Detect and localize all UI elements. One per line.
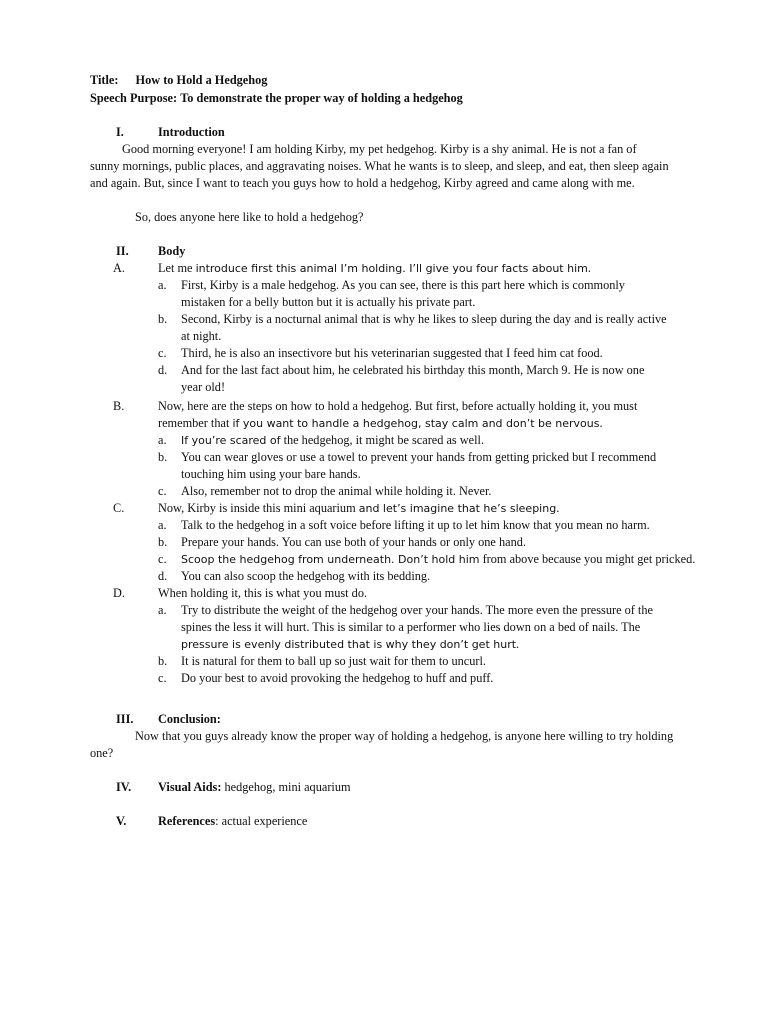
section-c-text: Now, Kirby is inside this mini aquarium and let’s imagine that he’s sleeping. xyxy=(158,501,560,515)
title-value: How to Hold a Hedgehog xyxy=(135,73,268,87)
list-item: First, Kirby is a male hedgehog. As you can see, there is this part here which is commonly xyxy=(181,278,625,292)
intro-text-line-2: sunny mornings, public places, and aggravating noises. What he wants is to sleep, and sleep, and eat, then sleep again xyxy=(90,159,669,173)
list-item: It is natural for them to ball up so just wait for them to uncurl. xyxy=(181,654,486,668)
references-numeral: V. xyxy=(116,814,127,828)
section-b-text-line-1: Now, here are the steps on how to hold a hedgehog. But first, before actually holding it, you must xyxy=(158,399,638,413)
section-a-letter: A. xyxy=(113,261,125,275)
conclusion-text-line-1: Now that you guys already know the proper way of holding a hedgehog, is anyone here willing to try holding xyxy=(135,729,674,743)
list-item: Second, Kirby is a nocturnal animal that is why he likes to sleep during the day and is really active xyxy=(181,312,667,326)
list-item: Third, he is also an insectivore but his veterinarian suggested that I feed him cat food. xyxy=(181,346,603,360)
intro-text-line-3: and again. But, since I want to teach you guys how to hold a hedgehog, Kirby agreed and came along with me. xyxy=(90,176,635,190)
list-label: d. xyxy=(158,569,168,583)
intro-question: So, does anyone here like to hold a hedgehog? xyxy=(135,210,364,224)
body-heading: Body xyxy=(158,244,186,258)
list-label: a. xyxy=(158,518,167,532)
purpose-label: Speech Purpose: xyxy=(90,91,178,105)
list-item: Try to distribute the weight of the hedgehog over your hands. The more even the pressure of the xyxy=(181,603,653,617)
list-item: Do your best to avoid provoking the hedgehog to huff and puff. xyxy=(181,671,494,685)
references-line xyxy=(158,813,307,830)
list-label: b. xyxy=(158,450,168,464)
list-item-continued: touching him using your bare hands. xyxy=(181,467,361,481)
section-a-text: Let me introduce first this animal I’m holding. I’ll give you four facts about him. xyxy=(158,261,591,275)
list-label: b. xyxy=(158,312,168,326)
list-item: Also, remember not to drop the animal while holding it. Never. xyxy=(181,484,492,498)
section-d-letter: D. xyxy=(113,586,125,600)
references-value: : actual experience xyxy=(215,814,308,828)
visual-aids-label: Visual Aids: xyxy=(158,780,222,794)
list-item: If you’re scared of the hedgehog, it might be scared as well. xyxy=(181,433,485,447)
intro-numeral: I. xyxy=(116,125,124,139)
list-item: You can wear gloves or use a towel to prevent your hands from getting pricked but I recommend xyxy=(181,450,657,464)
list-item-continued: at night. xyxy=(181,329,222,343)
section-b-letter: B. xyxy=(113,399,125,413)
conclusion-heading: Conclusion: xyxy=(158,712,221,726)
list-item-continued: year old! xyxy=(181,380,226,394)
purpose-value: To demonstrate the proper way of holding a hedgehog xyxy=(180,91,463,105)
list-label: c. xyxy=(158,552,167,566)
list-label: a. xyxy=(158,433,167,447)
section-b-text-line-2: remember that if you want to handle a hedgehog, stay calm and don’t be nervous. xyxy=(158,416,603,430)
list-label: a. xyxy=(158,603,167,617)
list-label: d. xyxy=(158,363,168,377)
conclusion-numeral: III. xyxy=(116,712,134,726)
conclusion-text-line-2: one? xyxy=(90,746,114,760)
list-item: Prepare your hands. You can use both of your hands or only one hand. xyxy=(181,535,526,549)
intro-text-line-1: Good morning everyone! I am holding Kirby, my pet hedgehog. Kirby is a shy animal. He is not a fan of xyxy=(122,142,637,156)
list-item-continued: mistaken for a belly button but it is actually his private part. xyxy=(181,295,476,309)
intro-heading: Introduction xyxy=(158,125,225,139)
body-numeral: II. xyxy=(116,244,129,258)
title-line xyxy=(90,72,267,89)
visual-aids-numeral: IV. xyxy=(116,780,132,794)
list-item-continued: spines the less it will hurt. This is similar to a performer who lies down on a bed of nails. The xyxy=(181,620,641,634)
title-label: Title: xyxy=(90,73,119,87)
visual-aids-value: hedgehog, mini aquarium xyxy=(221,780,351,794)
list-item: Talk to the hedgehog in a soft voice before lifting it up to let him know that you mean no harm. xyxy=(181,518,650,532)
list-item-continued: pressure is evenly distributed that is why they don’t get hurt. xyxy=(181,637,520,651)
purpose-line xyxy=(90,90,463,107)
list-label: c. xyxy=(158,671,167,685)
list-item: Scoop the hedgehog from underneath. Don’t hold him from above because you might get pricked. xyxy=(181,552,696,566)
visual-aids-line xyxy=(158,779,351,796)
list-label: c. xyxy=(158,484,167,498)
list-label: a. xyxy=(158,278,167,292)
section-d-text: When holding it, this is what you must do. xyxy=(158,586,368,600)
references-label: References xyxy=(158,814,216,828)
list-label: c. xyxy=(158,346,167,360)
list-label: b. xyxy=(158,654,168,668)
list-item: And for the last fact about him, he celebrated his birthday this month, March 9. He is now one xyxy=(181,363,645,377)
list-label: b. xyxy=(158,535,168,549)
section-c-letter: C. xyxy=(113,501,125,515)
list-item: You can also scoop the hedgehog with its bedding. xyxy=(181,569,431,583)
